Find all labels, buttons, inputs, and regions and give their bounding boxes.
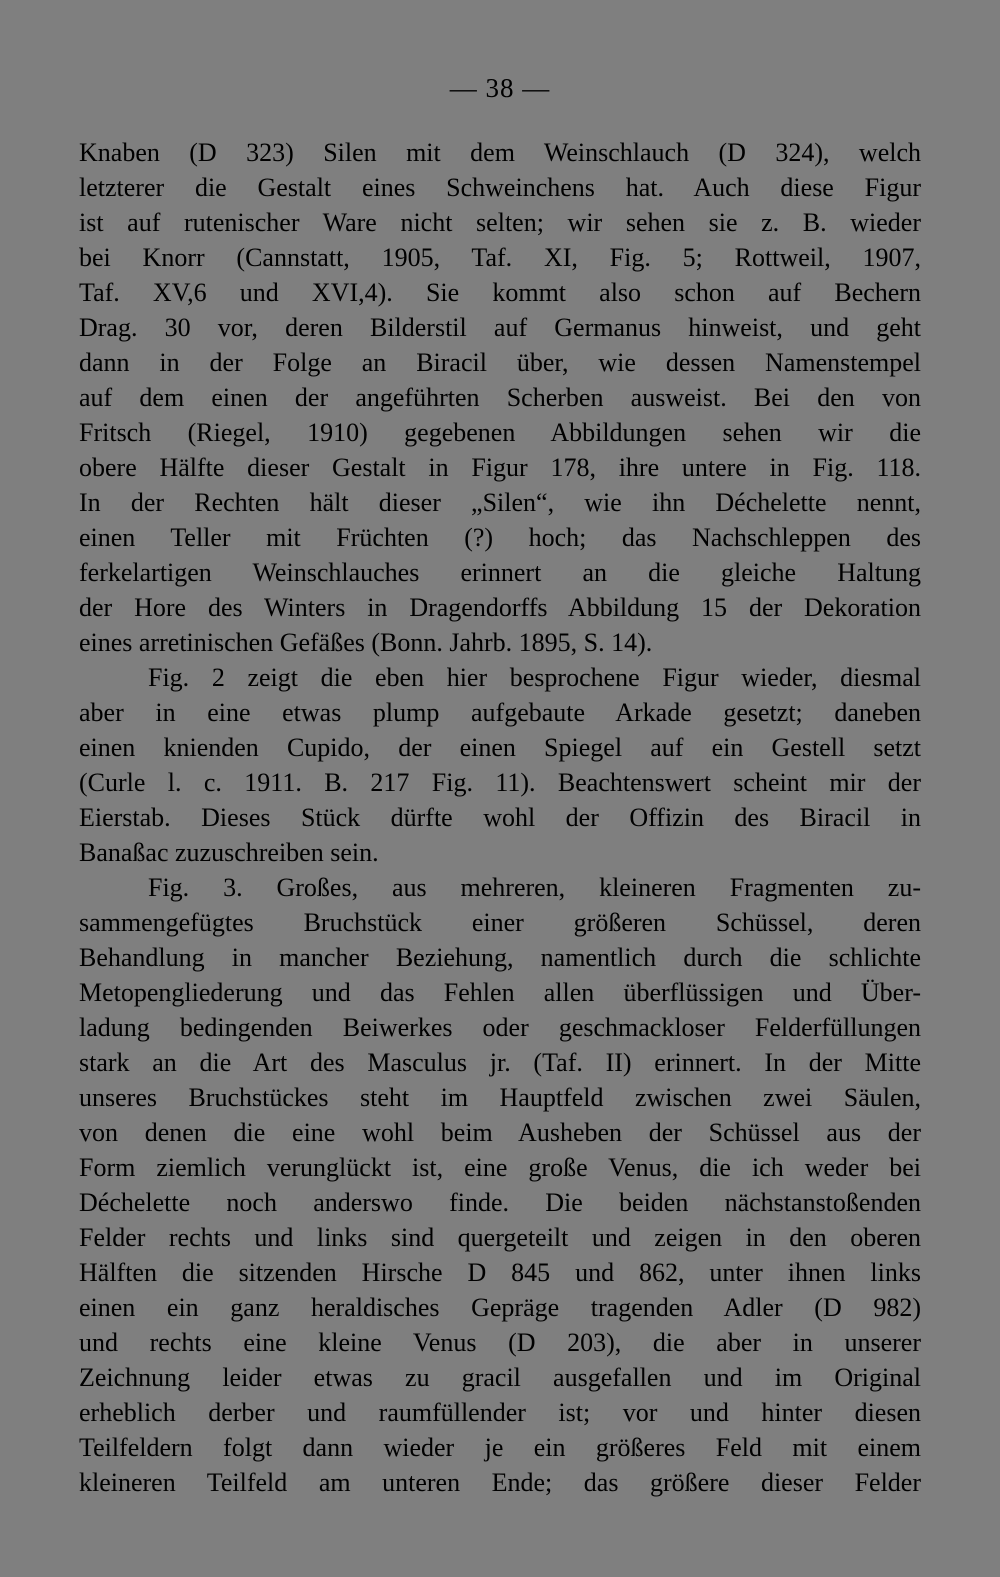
text-line: bei Knorr (Cannstatt, 1905, Taf. XI, Fig. 5; Rottweil, 1907, (79, 243, 921, 272)
text-line: Déchelette noch anderswo finde. Die beiden nächstanstoßenden (79, 1188, 921, 1217)
text-line: Hälften die sitzenden Hirsche D 845 und 862, unter ihnen links (79, 1258, 921, 1287)
text-line: Metopengliederung und das Fehlen allen überflüssigen und Über- (79, 978, 921, 1007)
text-line: der Hore des Winters in Dragendorffs Abbildung 15 der Dekoration (79, 593, 921, 622)
text-line: Felder rechts und links sind quergeteilt und zeigen in den oberen (79, 1223, 921, 1252)
text-line: obere Hälfte dieser Gestalt in Figur 178, ihre untere in Fig. 118. (79, 453, 921, 482)
text-line: einen knienden Cupido, der einen Spiegel auf ein Gestell setzt (79, 733, 921, 762)
text-line: eines arretinischen Gefäßes (Bonn. Jahrb. 1895, S. 14). (79, 628, 653, 657)
text-line: einen Teller mit Früchten (?) hoch; das Nachschleppen des (79, 523, 921, 552)
text-line: Fig. 2 zeigt die eben hier besprochene Figur wieder, diesmal (148, 663, 921, 692)
text-line: Fig. 3. Großes, aus mehreren, kleineren Fragmenten zu- (148, 873, 921, 902)
text-line: Knaben (D 323) Silen mit dem Weinschlauch (D 324), welch (79, 138, 921, 167)
text-line: In der Rechten hält dieser „Silen“, wie ihn Déchelette nennt, (79, 488, 921, 517)
text-line: Zeichnung leider etwas zu gracil ausgefallen und im Original (79, 1363, 921, 1392)
body-text (79, 135, 921, 1500)
text-line: Form ziemlich verunglückt ist, eine große Venus, die ich weder bei (79, 1153, 921, 1182)
text-line: unseres Bruchstückes steht im Hauptfeld zwischen zwei Säulen, (79, 1083, 921, 1112)
text-line: (Curle l. c. 1911. B. 217 Fig. 11). Beachtenswert scheint mir der (79, 768, 921, 797)
text-line: Taf. XV,6 und XVI,4). Sie kommt also schon auf Bechern (79, 278, 921, 307)
text-line: letzterer die Gestalt eines Schweinchens hat. Auch diese Figur (79, 173, 921, 202)
text-line: auf dem einen der angeführten Scherben ausweist. Bei den von (79, 383, 921, 412)
text-line: sammengefügtes Bruchstück einer größeren Schüssel, deren (79, 908, 921, 937)
text-line: von denen die eine wohl beim Ausheben der Schüssel aus der (79, 1118, 921, 1147)
text-line: Drag. 30 vor, deren Bilderstil auf Germanus hinweist, und geht (79, 313, 921, 342)
text-line: Behandlung in mancher Beziehung, namentlich durch die schlichte (79, 943, 921, 972)
text-line: ist auf rutenischer Ware nicht selten; wir sehen sie z. B. wieder (79, 208, 921, 237)
text-line: und rechts eine kleine Venus (D 203), die aber in unserer (79, 1328, 921, 1357)
text-line: aber in eine etwas plump aufgebaute Arkade gesetzt; daneben (79, 698, 921, 727)
text-line: stark an die Art des Masculus jr. (Taf. II) erinnert. In der Mitte (79, 1048, 921, 1077)
text-line: Fritsch (Riegel, 1910) gegebenen Abbildungen sehen wir die (79, 418, 921, 447)
text-line: ferkelartigen Weinschlauches erinnert an die gleiche Haltung (79, 558, 921, 587)
text-line: dann in der Folge an Biracil über, wie dessen Namenstempel (79, 348, 921, 377)
text-line: erheblich derber und raumfüllender ist; vor und hinter diesen (79, 1398, 921, 1427)
text-line: Banaßac zuzuschreiben sein. (79, 838, 379, 867)
text-line: Teilfeldern folgt dann wieder je ein größeres Feld mit einem (79, 1433, 921, 1462)
text-line: ladung bedingenden Beiwerkes oder geschmackloser Felderfüllungen (79, 1013, 921, 1042)
page-number: — 38 — (449, 73, 551, 103)
text-line: kleineren Teilfeld am unteren Ende; das größere dieser Felder (79, 1468, 921, 1497)
text-line: Eierstab. Dieses Stück dürfte wohl der Offizin des Biracil in (79, 803, 921, 832)
text-line: einen ein ganz heraldisches Gepräge tragenden Adler (D 982) (79, 1293, 921, 1322)
